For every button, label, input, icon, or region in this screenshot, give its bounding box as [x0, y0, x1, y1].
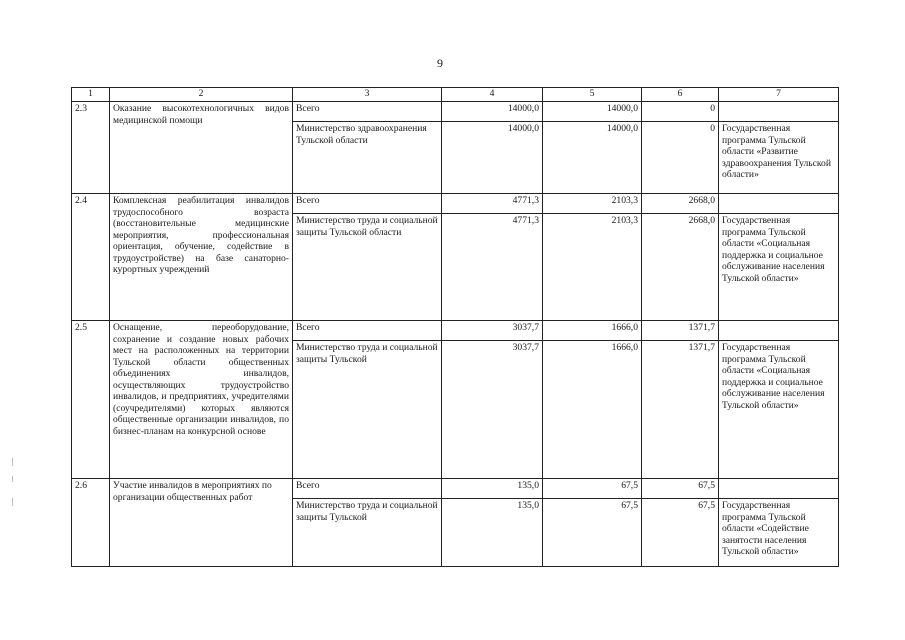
total-value: 0	[642, 102, 719, 122]
empty-cell	[719, 479, 839, 499]
total-label: Всего	[293, 102, 442, 122]
executor-value: 2103,3	[543, 214, 642, 321]
executor-value: 67,5	[543, 499, 642, 567]
executor-value: 14000,0	[442, 122, 543, 194]
total-value: 2103,3	[543, 194, 642, 214]
total-label: Всего	[293, 321, 442, 341]
executor-value: 1371,7	[642, 341, 719, 479]
column-header: 7	[719, 88, 839, 102]
row-code: 2.3	[72, 102, 110, 194]
table-row	[72, 194, 839, 214]
column-header: 2	[110, 88, 293, 102]
empty-cell	[719, 321, 839, 341]
row-code: 2.5	[72, 321, 110, 479]
executor-cell: Министерство труда и социальной защиты Тульской области	[293, 214, 442, 321]
program-cell: Государственная программа Тульской области «Социальная поддержка и социальное обслуживание населения Тульской области»	[719, 341, 839, 479]
total-value: 1666,0	[543, 321, 642, 341]
row-code: 2.6	[72, 479, 110, 567]
scan-mark	[12, 458, 13, 466]
column-header: 3	[293, 88, 442, 102]
program-cell: Государственная программа Тульской области «Социальная поддержка и социальное обслуживание населения Тульской области»	[719, 214, 839, 321]
program-cell: Государственная программа Тульской области «Развитие здравоохранения Тульской области»	[719, 122, 839, 194]
executor-cell: Министерство труда и социальной защиты Тульской	[293, 499, 442, 567]
header-row	[72, 88, 839, 102]
table-row	[72, 321, 839, 341]
scan-mark	[12, 476, 13, 482]
column-header: 4	[442, 88, 543, 102]
executor-value: 14000,0	[543, 122, 642, 194]
program-table	[71, 87, 839, 567]
program-cell: Государственная программа Тульской области «Содействие занятости населения Тульской области»	[719, 499, 839, 567]
activity-cell: Оказание высокотехнологичных видов медицинской помощи	[110, 102, 293, 194]
total-label: Всего	[293, 479, 442, 499]
total-value: 3037,7	[442, 321, 543, 341]
activity-cell: Комплексная реабилитация инвалидов трудоспособного возраста (восстановительные медицинские мероприятия, профессиональная ориентация, обучение, содействие в трудоустройстве) на базе санаторно-курортных учреждений	[110, 194, 293, 321]
column-header: 6	[642, 88, 719, 102]
column-header: 1	[72, 88, 110, 102]
scan-mark	[12, 498, 13, 506]
executor-value: 1666,0	[543, 341, 642, 479]
executor-value: 4771,3	[442, 214, 543, 321]
total-value: 1371,7	[642, 321, 719, 341]
table-row	[72, 479, 839, 499]
executor-value: 135,0	[442, 499, 543, 567]
total-value: 14000,0	[442, 102, 543, 122]
empty-cell	[719, 194, 839, 214]
empty-cell	[719, 102, 839, 122]
row-code: 2.4	[72, 194, 110, 321]
executor-cell: Министерство здравоохранения Тульской области	[293, 122, 442, 194]
table-row	[72, 102, 839, 122]
column-header: 5	[543, 88, 642, 102]
executor-cell: Министерство труда и социальной защиты Тульской	[293, 341, 442, 479]
page-number: 9	[437, 56, 443, 70]
total-value: 2668,0	[642, 194, 719, 214]
executor-value: 2668,0	[642, 214, 719, 321]
total-value: 4771,3	[442, 194, 543, 214]
total-value: 67,5	[543, 479, 642, 499]
total-label: Всего	[293, 194, 442, 214]
executor-value: 67,5	[642, 499, 719, 567]
activity-cell: Участие инвалидов в мероприятиях по организации общественных работ	[110, 479, 293, 567]
total-value: 135,0	[442, 479, 543, 499]
activity-cell: Оснащение, переоборудование, сохранение и создание новых рабочих мест на расположенных на территории Тульской области общественных объединениях инвалидов, осуществляющих трудоустройство инвалидов, и предприятиях, учредителями (соучредителями) которых являются общественные организации инвалидов, по бизнес-планам на конкурсной основе	[110, 321, 293, 479]
executor-value: 0	[642, 122, 719, 194]
total-value: 14000,0	[543, 102, 642, 122]
total-value: 67,5	[642, 479, 719, 499]
executor-value: 3037,7	[442, 341, 543, 479]
